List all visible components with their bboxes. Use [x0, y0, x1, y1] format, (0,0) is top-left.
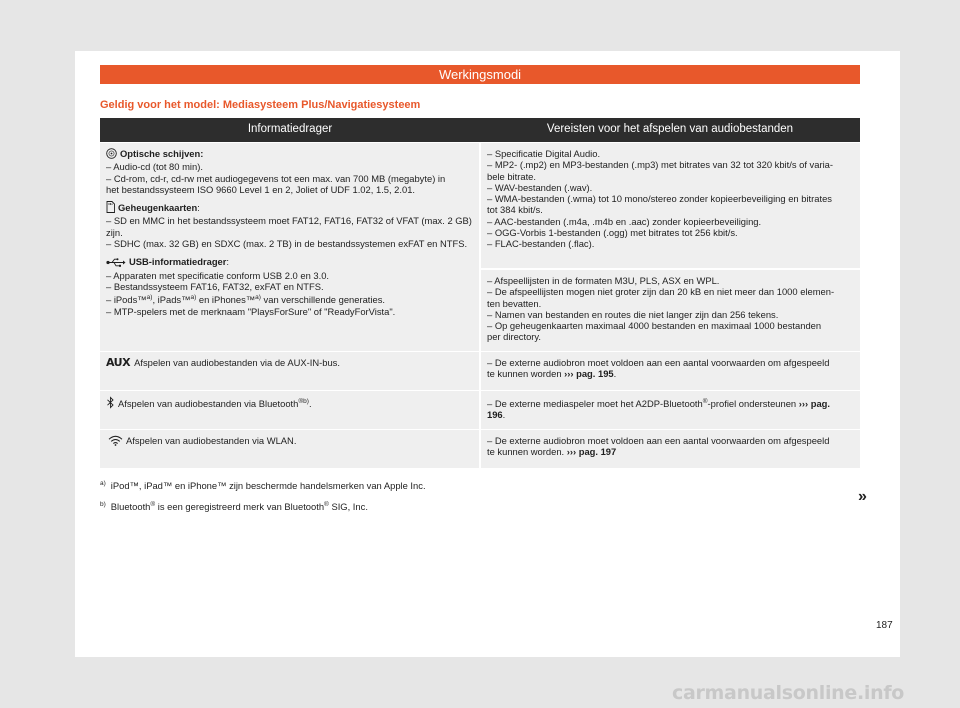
page-reference-link[interactable]: ››› pag. 195: [564, 368, 614, 380]
usb-line: – Bestandssysteem FAT16, FAT32, exFAT en NTFS.: [106, 280, 324, 292]
period: .: [502, 409, 506, 421]
footnote-text: is een geregistreerd merk van Bluetooth: [155, 501, 325, 512]
usb-line: – Apparaten met specificatie conform USB 2.0 en 3.0.: [106, 269, 330, 281]
playlist-line: – Namen van bestanden en routes die niet langer zijn dan 256 tekens.: [487, 308, 779, 320]
playlist-line: ten bevatten.: [487, 297, 542, 309]
usb-icon: [106, 258, 126, 269]
table-row: [100, 429, 860, 468]
footnote-text: SIG, Inc.: [328, 501, 368, 512]
usb-media-block: [106, 256, 473, 316]
wlan-source-cell: [100, 429, 480, 468]
footnote-text: Bluetooth: [110, 501, 151, 512]
footnotes: [100, 478, 860, 520]
memory-line: – SDHC (max. 32 GB) en SDXC (max. 2 TB) in de bestandssystemen exFAT en NTFS.: [106, 238, 468, 250]
model-subtitle: Geldig voor het model: Mediasysteem Plus/Navigatiesysteem: [100, 99, 421, 111]
footnote-b: [100, 499, 860, 513]
page-reference-link[interactable]: ››› pag.: [798, 397, 831, 409]
usb-line: – MTP-spelers met de merknaam "PlaysForSure" of "ReadyForVista".: [106, 305, 396, 317]
footnote-mark: b): [100, 501, 106, 508]
format-line: – AAC-bestanden (.m4a, .m4b en .aac) zonder kopieerbeveiliging.: [487, 215, 762, 227]
optical-line: het bestandssysteem ISO 9660 Level 1 en 2, Joliet of UDF 1.02, 1.5, 2.01.: [106, 183, 416, 195]
ipod-text: – iPods™: [106, 294, 147, 306]
registered-mark: ®: [702, 397, 708, 405]
wlan-requirement-cell: [480, 429, 860, 468]
footnote-ref-a: a): [255, 294, 261, 302]
header-storage-media: Informatiedrager: [100, 118, 480, 143]
table-row: [100, 351, 860, 390]
sd-card-icon: [106, 201, 115, 215]
optical-line: – Audio-cd (tot 80 min).: [106, 161, 203, 173]
playlist-line: per directory.: [487, 331, 542, 343]
memory-cards-block: [106, 201, 473, 249]
disc-icon: [106, 148, 117, 161]
bluetooth-source-text: Afspelen van audiobestanden via Bluetooth: [118, 397, 299, 409]
page-reference-number[interactable]: 196: [487, 409, 503, 421]
aux-requirement-line: – De externe audiobron moet voldoen aan een aantal voorwaarden om afgespeeld: [487, 356, 830, 368]
format-line: tot 384 kbit/s.: [487, 204, 543, 216]
footnote-ref-a: a): [190, 294, 197, 302]
aux-icon: AUX: [106, 355, 131, 369]
memory-line: zijn.: [106, 226, 123, 238]
optical-discs-block: [106, 148, 473, 195]
usb-media-title: USB-informatiedrager: [129, 256, 227, 268]
footnote-mark: a): [100, 480, 106, 487]
section-title: Werkingsmodi: [100, 65, 860, 84]
format-line: – OGG-Vorbis 1-bestanden (.ogg) met bitrates tot 256 kbit/s.: [487, 227, 738, 239]
registered-mark: ®: [150, 501, 156, 508]
iphone-text: en iPhones™: [196, 294, 256, 306]
bluetooth-requirement-cell: [480, 390, 860, 429]
playlist-line: – Afspeellijsten in de formaten M3U, PLS, ASX en WPL.: [487, 275, 720, 286]
bluetooth-requirement-text: – De externe mediaspeler moet het A2DP-Bluetooth: [487, 397, 703, 409]
footnote-text: iPod™, iPad™ en iPhone™ zijn beschermde handelsmerken van Apple Inc.: [110, 480, 426, 491]
bluetooth-icon: [106, 396, 115, 411]
format-line: – WAV-bestanden (.wav).: [487, 181, 593, 193]
period: .: [308, 397, 312, 409]
bluetooth-requirement-text: -profiel ondersteunen: [707, 397, 799, 409]
wlan-source-text: Afspelen van audiobestanden via WLAN.: [126, 434, 297, 446]
aux-source-text: Afspelen van audiobestanden via de AUX-IN-bus.: [134, 356, 340, 368]
wifi-icon: [108, 435, 123, 448]
page-reference-link[interactable]: ››› pag. 197: [566, 446, 617, 458]
footnote-ref-a: a): [146, 294, 153, 302]
header-requirements: Vereisten voor het afspelen van audiobestanden: [480, 118, 860, 143]
page-number: 187: [876, 620, 893, 631]
footnote-a: [100, 478, 860, 492]
registered-mark: ®: [324, 501, 329, 508]
generations-text: van verschillende generaties.: [260, 294, 385, 306]
ipod-line: [106, 292, 473, 305]
table-header-row: [100, 118, 860, 143]
memory-cards-colon: :: [197, 202, 200, 214]
footnote-ref-b: ®b): [298, 397, 309, 405]
ipad-text: , iPads™: [152, 294, 191, 306]
continue-marker: »: [858, 488, 867, 505]
playlists-block: [481, 268, 860, 351]
storage-media-cell: [100, 143, 480, 352]
optical-discs-title: Optische schijven:: [120, 148, 204, 159]
format-line: – MP2- (.mp2) en MP3-bestanden (.mp3) met bitrates van 32 tot 320 kbit/s of varia-: [487, 159, 833, 171]
usb-media-colon: :: [226, 256, 230, 268]
wlan-requirement-line: te kunnen worden.: [487, 446, 567, 458]
aux-requirement-cell: [480, 351, 860, 390]
format-line: – WMA-bestanden (.wma) tot 10 mono/stereo zonder kopieerbeveiliging en bitrates: [487, 193, 832, 205]
table-row: [100, 390, 860, 429]
audio-formats-block: [481, 143, 860, 268]
period: .: [613, 368, 617, 380]
format-line: – FLAC-bestanden (.flac).: [487, 238, 595, 250]
memory-line: – SD en MMC in het bestandssysteem moet FAT12, FAT16, FAT32 of VFAT (max. 2 GB): [106, 215, 472, 227]
media-requirements-table: [100, 118, 860, 468]
aux-source-cell: [100, 351, 480, 390]
wlan-requirement-line: – De externe audiobron moet voldoen aan een aantal voorwaarden om afgespeeld: [487, 434, 830, 446]
watermark: carmanualsonline.info: [672, 682, 905, 704]
aux-requirement-line: te kunnen worden: [487, 368, 565, 380]
memory-cards-title: Geheugenkaarten: [118, 202, 198, 214]
format-line: – Specificatie Digital Audio.: [487, 148, 601, 159]
bluetooth-source-cell: [100, 390, 480, 429]
table-row: [100, 143, 860, 352]
playlist-line: – Op geheugenkaarten maximaal 4000 bestanden en maximaal 1000 bestanden: [487, 320, 822, 332]
format-line: bele bitrate.: [487, 170, 536, 182]
optical-line: – Cd-rom, cd-r, cd-rw met audiogegevens tot een max. van 700 MB (megabyte) in: [106, 172, 446, 184]
requirements-cell: [480, 143, 860, 352]
playlist-line: – De afspeellijsten mogen niet groter zijn dan 20 kB en niet meer dan 1000 elemen-: [487, 286, 835, 298]
